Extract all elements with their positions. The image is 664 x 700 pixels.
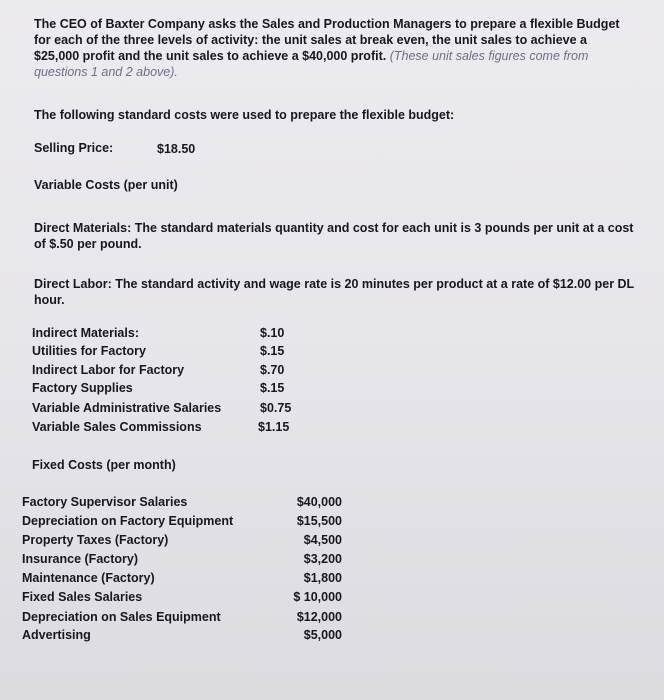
direct-materials-text: The standard materials quantity and cost for each unit is 3 pounds per unit at a cost of $.50 per pound. [34,221,634,251]
fixed-item-label: Advertising [22,628,91,642]
fixed-item-value: $15,500 [296,514,342,528]
direct-labor-label: Direct Labor: [34,277,112,291]
fixed-item-label: Factory Supervisor Salaries [22,495,188,509]
variable-item-value: $.15 [260,381,285,395]
direct-materials-label: Direct Materials: [34,221,132,235]
variable-item-value: $1.15 [258,420,290,434]
intro-paragraph [34,16,634,80]
fixed-item-label: Depreciation on Sales Equipment [22,610,221,624]
fixed-item-label: Insurance (Factory) [22,552,139,566]
variable-item-label: Factory Supplies [32,381,133,395]
intro-note: (These unit sales figures come from questions 1 and 2 above). [34,49,589,79]
standard-costs-heading: The following standard costs were used to prepare the flexible budget: [34,108,455,122]
variable-item-value: $.70 [260,363,285,377]
fixed-costs-heading: Fixed Costs (per month) [32,458,176,472]
variable-item-value: $.15 [260,344,285,358]
direct-labor-paragraph [34,276,634,308]
variable-item-value: $.10 [260,326,285,340]
selling-price-value: $18.50 [157,142,196,156]
direct-materials-paragraph [34,220,634,252]
selling-price-label: Selling Price: [34,141,114,155]
fixed-item-value: $3,200 [303,552,342,566]
fixed-item-value: $4,500 [303,533,342,547]
variable-item-label: Utilities for Factory [32,344,146,358]
direct-labor-text: The standard activity and wage rate is 20 minutes per product at a rate of $12.00 per DL hour. [34,277,634,307]
variable-costs-heading: Variable Costs (per unit) [34,178,178,192]
fixed-item-value: $40,000 [296,495,342,509]
fixed-item-value: $ 10,000 [293,590,342,604]
variable-item-value: $0.75 [260,401,292,415]
variable-item-label: Indirect Materials: [32,326,139,340]
fixed-item-value: $12,000 [296,610,342,624]
fixed-item-label: Fixed Sales Salaries [22,590,143,604]
variable-item-label: Variable Administrative Salaries [32,401,222,415]
fixed-item-label: Maintenance (Factory) [22,571,155,585]
fixed-item-label: Property Taxes (Factory) [22,533,169,547]
fixed-item-value: $1,800 [303,571,342,585]
fixed-item-label: Depreciation on Factory Equipment [22,514,234,528]
fixed-item-value: $5,000 [303,628,342,642]
variable-item-label: Variable Sales Commissions [32,420,202,434]
intro-text: The CEO of Baxter Company asks the Sales and Production Managers to prepare a flexible Budget for each of the three levels of activity: the unit sales at break even, the unit sales to achieve a $25,000 profit and the unit sales to achieve a $40,000 profit. [34,17,620,63]
variable-item-label: Indirect Labor for Factory [32,363,185,377]
